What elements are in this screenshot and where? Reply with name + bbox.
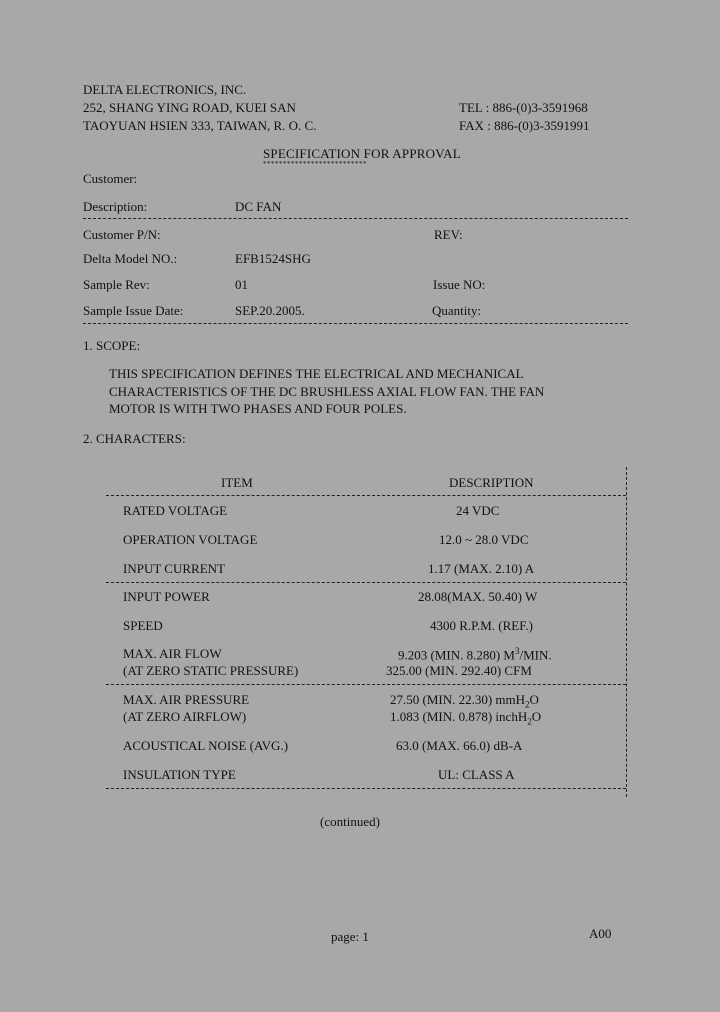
table-row-desc: 1.17 (MAX. 2.10) A <box>428 561 535 576</box>
divider <box>83 323 628 324</box>
unit-tail: O <box>531 709 542 724</box>
table-divider <box>106 788 626 789</box>
customer-pn-label: Customer P/N: <box>83 227 161 242</box>
quantity-label: Quantity: <box>432 303 482 318</box>
table-row-desc: 4300 R.P.M. (REF.) <box>430 618 533 633</box>
description-value: DC FAN <box>235 199 282 214</box>
table-row-item: MAX. AIR FLOW <box>123 646 222 661</box>
revision-code: A00 <box>589 926 612 941</box>
table-row-desc: 12.0 ~ 28.0 VDC <box>439 532 529 547</box>
document-title: SPECIFICATION FOR APPROVAL <box>263 146 461 161</box>
customer-label: Customer: <box>83 171 138 186</box>
table-row-item: SPEED <box>123 618 163 633</box>
table-row-desc: UL: CLASS A <box>438 767 515 782</box>
table-row-desc <box>398 646 552 663</box>
divider <box>83 218 628 219</box>
table-row-desc: 28.08(MAX. 50.40) W <box>418 589 538 604</box>
unit-subscript: 2 <box>525 699 530 710</box>
page-number: page: 1 <box>331 929 369 944</box>
company-name: DELTA ELECTRONICS, INC. <box>83 82 247 97</box>
table-row-desc <box>390 692 539 710</box>
sample-rev-value: 01 <box>235 277 248 292</box>
table-row-desc: 24 VDC <box>456 503 500 518</box>
description-label: Description: <box>83 199 148 214</box>
table-row-item: OPERATION VOLTAGE <box>123 532 258 547</box>
table-row-item: (AT ZERO STATIC PRESSURE) <box>123 663 299 678</box>
air-flow-value: 9.203 (MIN. 8.280) M <box>398 647 515 663</box>
table-row-item: MAX. AIR PRESSURE <box>123 692 250 707</box>
table-row-item: ACOUSTICAL NOISE (AVG.) <box>123 738 289 753</box>
rev-label: REV: <box>434 227 463 242</box>
issue-no-label: Issue NO: <box>433 277 486 292</box>
characters-heading: 2. CHARACTERS: <box>83 431 186 446</box>
scope-line: MOTOR IS WITH TWO PHASES AND FOUR POLES. <box>109 401 407 416</box>
air-pressure-inch-value: 1.083 (MIN. 0.878) inchH <box>390 709 528 724</box>
continued-note: (continued) <box>320 814 380 829</box>
unit-subscript: 2 <box>527 716 532 727</box>
scope-text <box>109 365 544 418</box>
table-row-desc: 63.0 (MAX. 66.0) dB-A <box>396 738 523 753</box>
table-row-item: RATED VOLTAGE <box>123 503 228 518</box>
scope-line: THIS SPECIFICATION DEFINES THE ELECTRICAL AND MECHANICAL <box>109 366 524 381</box>
unit-exponent: 3 <box>515 646 520 656</box>
air-pressure-value: 27.50 (MIN. 22.30) mmH <box>390 692 526 707</box>
scope-line: CHARACTERISTICS OF THE DC BRUSHLESS AXIAL FLOW FAN. THE FAN <box>109 383 545 399</box>
table-row-item: (AT ZERO AIRFLOW) <box>123 709 247 724</box>
table-divider <box>106 582 626 583</box>
fax-number: FAX : 886-(0)3-3591991 <box>459 118 590 133</box>
address-line-2: TAOYUAN HSIEN 333, TAIWAN, R. O. C. <box>83 118 317 133</box>
model-label: Delta Model NO.: <box>83 251 178 266</box>
unit-tail: O <box>529 692 539 707</box>
model-value: EFB1524SHG <box>235 251 311 266</box>
table-divider <box>106 495 626 496</box>
table-divider <box>106 684 626 685</box>
column-header-description: DESCRIPTION <box>449 475 534 490</box>
title-underline: ************************** <box>263 160 367 168</box>
sample-issue-value: SEP.20.2005. <box>235 303 305 318</box>
table-row-item: INPUT POWER <box>123 589 210 604</box>
tel-number: TEL : 886-(0)3-3591968 <box>459 100 588 115</box>
column-header-item: ITEM <box>221 475 253 490</box>
table-row-desc <box>390 709 541 727</box>
table-row-item: INSULATION TYPE <box>123 767 236 782</box>
table-row-desc: 325.00 (MIN. 292.40) CFM <box>386 663 532 678</box>
sample-rev-label: Sample Rev: <box>83 277 150 292</box>
table-row-item: INPUT CURRENT <box>123 561 225 576</box>
unit-tail: /MIN. <box>519 647 552 663</box>
table-right-border <box>626 467 627 797</box>
scope-heading: 1. SCOPE: <box>83 338 141 353</box>
sample-issue-label: Sample Issue Date: <box>83 303 184 318</box>
address-line-1: 252, SHANG YING ROAD, KUEI SAN <box>83 100 296 115</box>
